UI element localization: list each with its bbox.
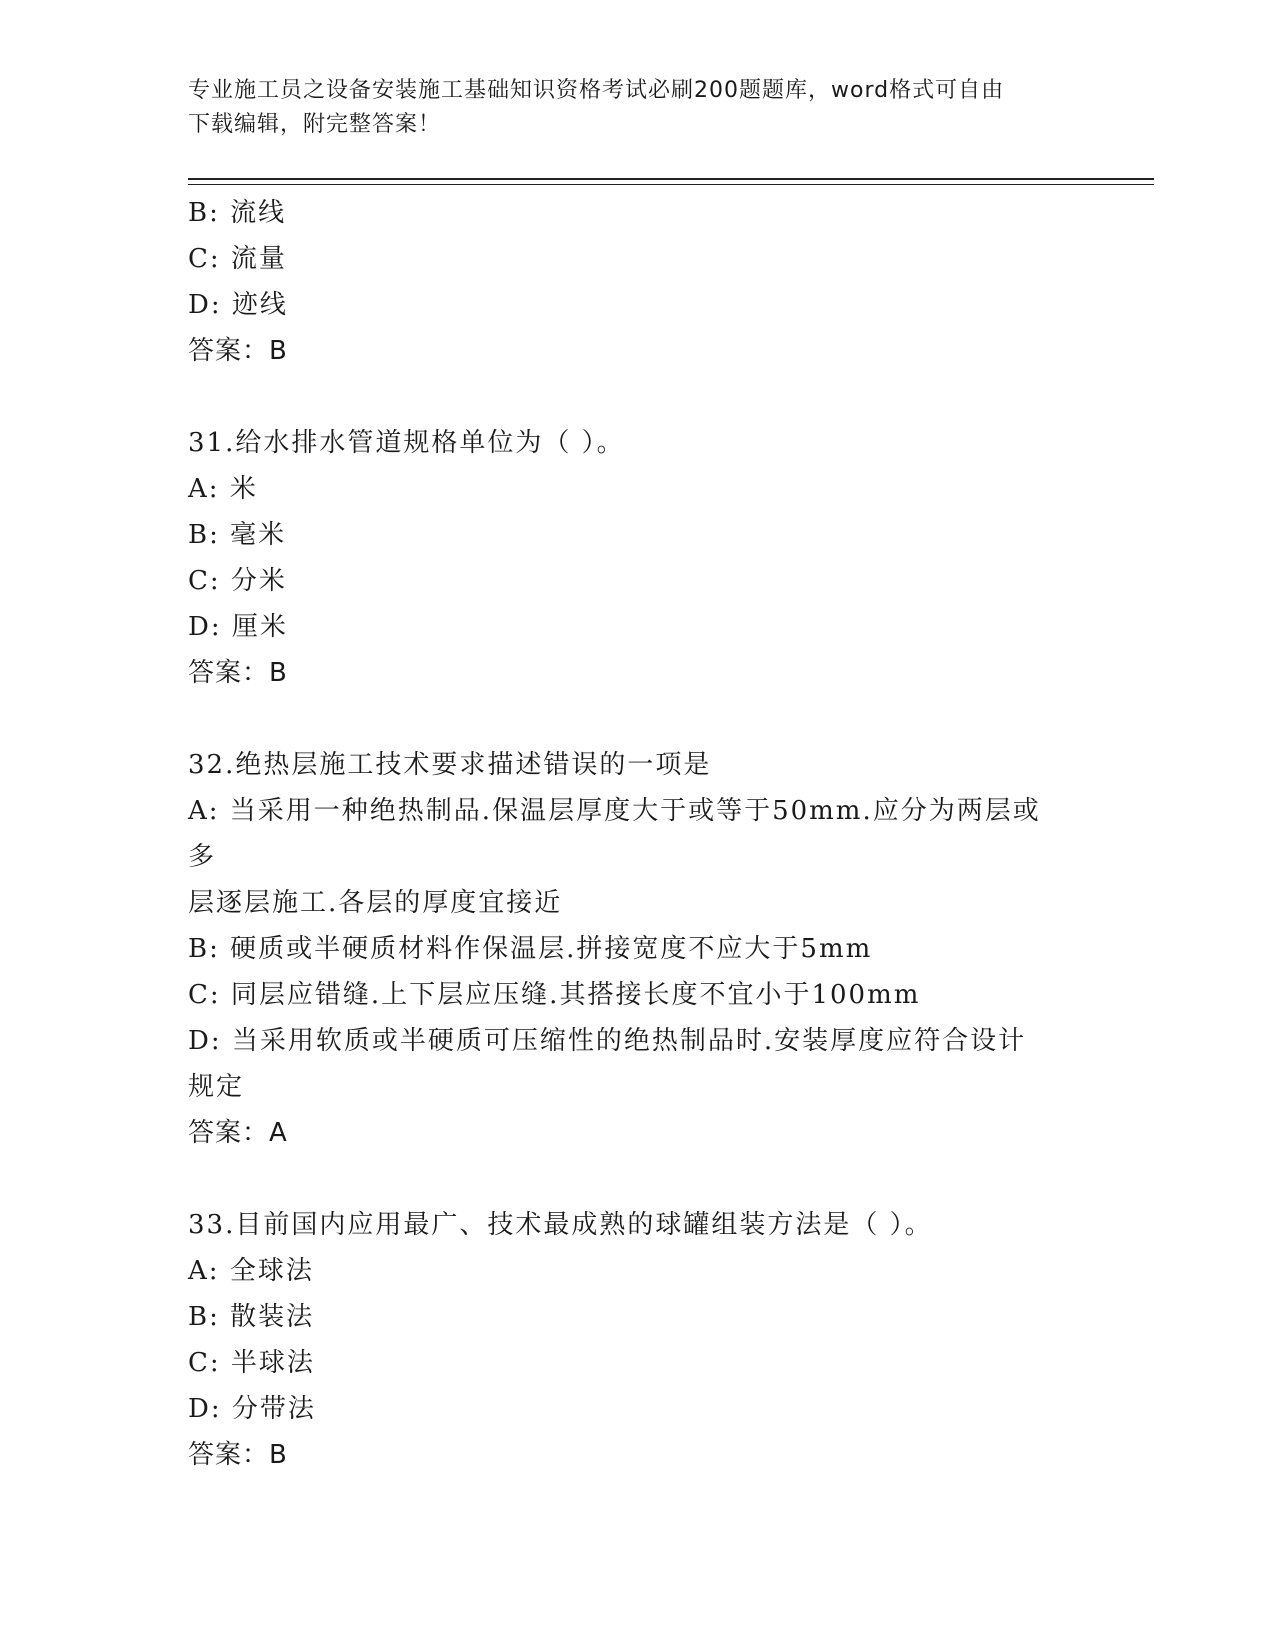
answer-line: 答案：B — [188, 1440, 288, 1470]
option-c: C: 同层应错缝.上下层应压缝.其搭接长度不宜小于100mm — [188, 980, 921, 1010]
header-title-line-1: 专业施工员之设备安装施工基础知识资格考试必刷200题题库，word格式可自由 — [188, 78, 1005, 103]
header-divider-thin — [188, 184, 1154, 185]
option-a: A: 米 — [188, 474, 258, 504]
question-30-continued — [188, 190, 1088, 374]
answer-line: 答案：B — [188, 336, 288, 366]
option-b: B: 硬质或半硬质材料作保温层.拼接宽度不应大于5mm — [188, 934, 873, 964]
spacer — [188, 374, 1088, 420]
option-a: A: 当采用一种绝热制品.保温层厚度大于或等于50mm.应分为两层或多 层逐层施工.各层的厚度宜接近 — [188, 796, 1041, 918]
question-stem: 31.给水排水管道规格单位为（ ）。 — [188, 428, 625, 458]
option-b: B: 散装法 — [188, 1302, 315, 1332]
document-header — [188, 74, 1068, 142]
question-stem: 32.绝热层施工技术要求描述错误的一项是 — [188, 750, 712, 780]
option-c: C: 分米 — [188, 566, 287, 596]
question-list — [188, 190, 1088, 1478]
question-stem: 33.目前国内应用最广、技术最成熟的球罐组装方法是（ ）。 — [188, 1210, 933, 1240]
option-d: D: 分带法 — [188, 1394, 316, 1424]
header-title-line-2: 下载编辑，附完整答案！ — [188, 112, 442, 137]
question-32 — [188, 742, 1088, 1156]
option-a: A: 全球法 — [188, 1256, 314, 1286]
answer-line: 答案：A — [188, 1118, 288, 1148]
spacer — [188, 1156, 1088, 1202]
option-b: B: 毫米 — [188, 520, 287, 550]
option-d: D: 迹线 — [188, 290, 288, 320]
option-b: B: 流线 — [188, 198, 287, 228]
spacer — [188, 696, 1088, 742]
option-d: D: 厘米 — [188, 612, 288, 642]
answer-line: 答案：B — [188, 658, 288, 688]
question-33 — [188, 1202, 1088, 1478]
option-c: C: 流量 — [188, 244, 287, 274]
header-divider-thick — [188, 178, 1154, 180]
question-31 — [188, 420, 1088, 696]
option-d: D: 当采用软质或半硬质可压缩性的绝热制品时.安装厚度应符合设计 规定 — [188, 1026, 1027, 1102]
option-c: C: 半球法 — [188, 1348, 315, 1378]
